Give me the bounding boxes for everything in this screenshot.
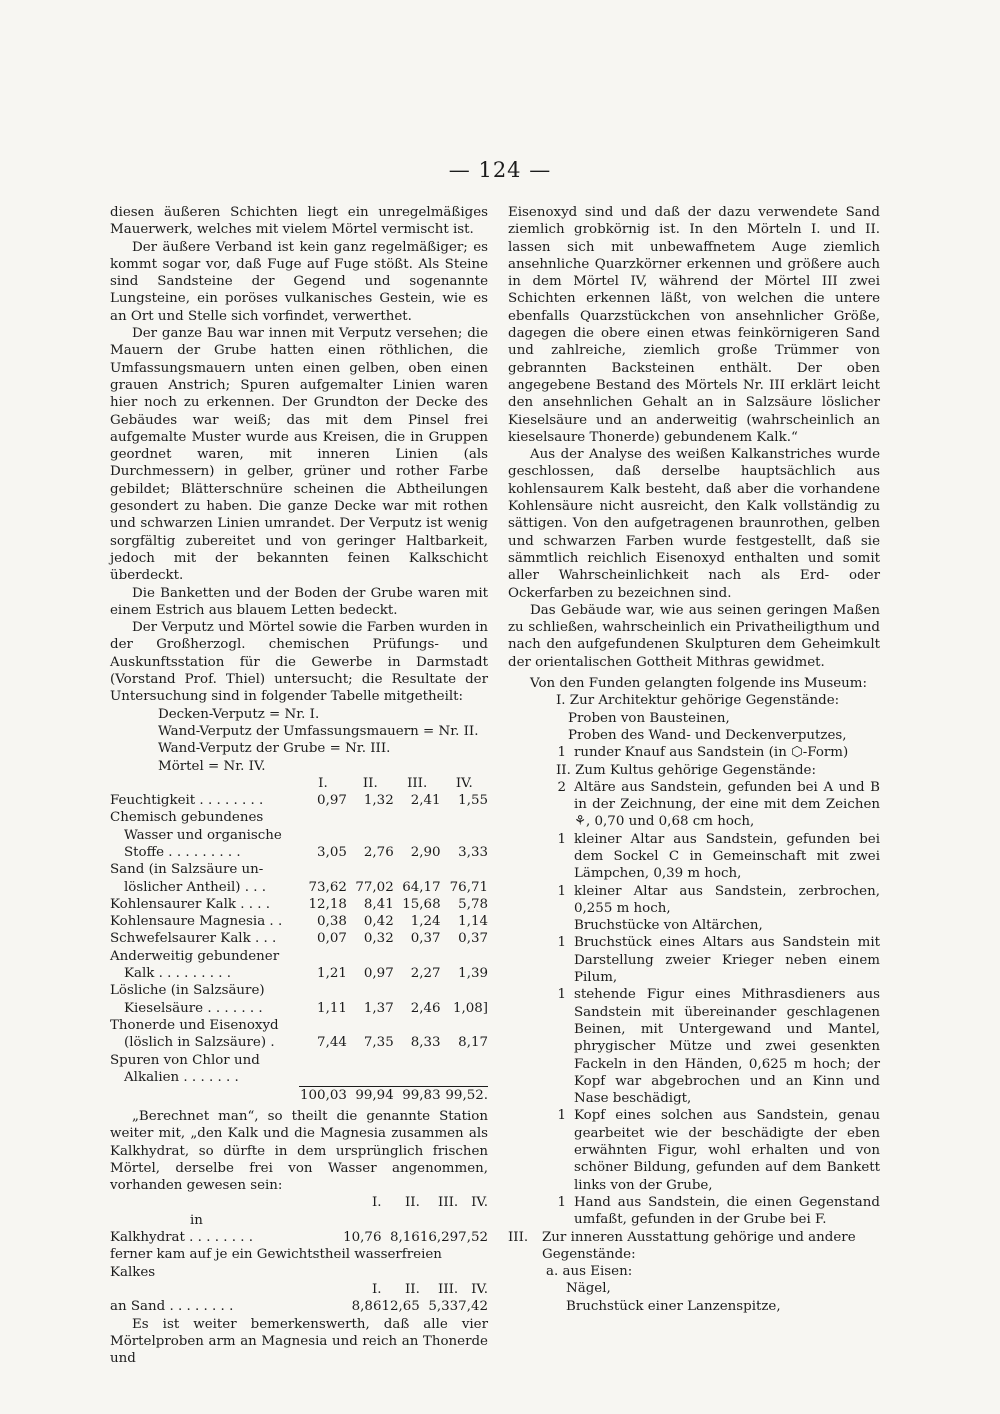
analysis-row-label: Spuren von Chlor und — [110, 1052, 260, 1068]
calc-cell: 12,65 — [381, 1299, 420, 1315]
analysis-table-row — [110, 792, 488, 809]
calc-row-sand — [110, 1298, 488, 1315]
calc-table — [110, 1194, 488, 1315]
analysis-cell — [441, 1069, 488, 1086]
analysis-cell — [394, 861, 441, 878]
analysis-total-cell: 99,52. — [441, 1086, 488, 1104]
calc-in-label: in — [190, 1212, 203, 1228]
find-item-text: Kopf eines solchen aus Sandstein, genau gearbeitet wie der beschädigte der eben erwähnten Figur, wohl erhalten und von schöner Bildung, gefunden auf dem Bankett links von der Grube, — [574, 1108, 880, 1193]
analysis-cell — [441, 982, 488, 999]
section-1-line: Proben des Wand- und Deckenverputzes, — [568, 727, 847, 743]
calc-cell: 8,86 — [351, 1299, 382, 1315]
analysis-table-row — [110, 844, 488, 861]
find-item-count: 1 — [557, 745, 566, 761]
analysis-table-row — [110, 1052, 488, 1069]
analysis-cell: 73,62 — [308, 879, 347, 895]
analysis-cell: 7,44 — [317, 1035, 347, 1051]
analysis-cell — [441, 827, 488, 844]
calc-cell: 8,16 — [390, 1230, 420, 1246]
analysis-cell: 8,17 — [458, 1035, 488, 1051]
calc-row-label: an Sand . . . . . . . . — [110, 1299, 234, 1315]
find-item-count: 1 — [557, 1108, 566, 1124]
analysis-col-header: II. — [362, 775, 378, 791]
find-item-text: stehende Figur eines Mithrasdieners aus Sandstein mit übereinander geschlagenen Beinen, mit Untergewand und Mantel, phrygischer Mütze und zwei gesenkten Fackeln in den Händen, 0,625 m hoch; der Kopf war abgebrochen und an Kinn und Nase beschädigt, — [574, 987, 880, 1107]
analysis-col-header: I. — [318, 775, 328, 791]
analysis-table-row — [110, 965, 488, 982]
analysis-cell: 1,08] — [452, 1000, 488, 1016]
find-item-count: 1 — [557, 1194, 566, 1210]
analysis-cell — [441, 1052, 488, 1069]
analysis-total-cell: 99,83 — [394, 1086, 441, 1104]
analysis-table-row — [110, 1034, 488, 1051]
left-paragraph-5: Der Verputz und Mörtel sowie die Farben wurden in der Großherzogl. chemischen Prüfungs- und Auskunftsstation für die Gewerbe in Darmstadt (Vorstand Prof. Thiel) untersucht; die Resultate der Untersuchung sind in folgender Tabelle mitgetheilt: — [110, 620, 488, 705]
analysis-cell — [299, 982, 347, 999]
section-3-heading — [508, 1229, 880, 1264]
analysis-cell: 1,32 — [363, 793, 394, 809]
analysis-cell: 0,32 — [363, 931, 394, 947]
analysis-cell: 3,33 — [458, 844, 488, 860]
analysis-cell: 1,21 — [317, 966, 347, 982]
analysis-cell: 0,07 — [317, 931, 347, 947]
find-item-count: 1 — [557, 883, 566, 899]
left-paragraph-7: Es ist weiter bemerkenswerth, daß alle vier Mörtelproben arm an Magnesia und reich an Thonerde und — [110, 1316, 488, 1367]
analysis-row-label: Kohlensaure Magnesia . . — [110, 914, 283, 930]
analysis-cell: 0,37 — [458, 931, 488, 947]
left-paragraph-3: Der ganze Bau war innen mit Verputz versehen; die Mauern der Grube hatten einen röthlichen, die Umfassungsmauern unten einen gelben, oben einen grauen Anstrich; Spuren aufgemalter Linien waren hier noch zu erkennen. Der Grundton der Decke des Gebäudes war weiß; das mit dem Pinsel frei aufgemalte Muster wurde aus Kreisen, die in Gruppen geordnet waren, mit inneren Linien (als Durchmessern) in gelber, grüner und rother Farbe gebildet; Blätterschnüre scheinen die Abtheilungen gesondert zu haben. Die ganze Decke war mit rothen und schwarzen Linien umrandet. Der Verputz ist wenig sorgfältig zubereitet und von geringer Haltbarkeit, jedoch mit der bekannten feinen Kalkschicht überdeckt. — [110, 326, 488, 584]
analysis-cell — [394, 827, 441, 844]
find-item — [508, 986, 880, 1107]
left-paragraph-4: Die Banketten und der Boden der Grube waren mit einem Estrich aus blauem Letten bedeckt. — [110, 585, 488, 618]
analysis-table-row — [110, 809, 488, 826]
find-item — [508, 779, 880, 831]
analysis-cell — [299, 1069, 347, 1086]
left-column — [110, 204, 488, 1367]
left-paragraph-2: Der äußere Verband ist kein ganz regelmäßiger; es kommt sogar vor, daß Fuge auf Fuge stößt. Als Steine sind Sandsteine der Gegend und sogenannte Lungsteine, ein poröses vulkanisches Gestein, wie es an Ort und Stelle sich vorfindet, verwerthet. — [110, 239, 488, 324]
analysis-cell: 5,78 — [458, 896, 488, 912]
analysis-cell — [299, 948, 347, 965]
analysis-row-label: Kieselsäure . . . . . . . — [124, 1000, 263, 1016]
analysis-cell — [441, 809, 488, 826]
analysis-row-label: Schwefelsaurer Kalk . . . — [110, 931, 277, 947]
find-item-text: kleiner Altar aus Sandstein, gefunden bei dem Sockel C in Gemeinschaft mit zwei Lämpchen, 0,39 m hoch, — [574, 831, 880, 882]
analysis-row-label: Kalk . . . . . . . . . — [124, 966, 232, 982]
analysis-cell — [441, 948, 488, 965]
analysis-cell: 7,35 — [363, 1035, 394, 1051]
calc-col-header: IV. — [471, 1281, 488, 1297]
analysis-table-row — [110, 827, 488, 844]
analysis-cell: 8,41 — [363, 896, 394, 912]
section-1-title: I. Zur Architektur gehörige Gegenstände: — [556, 693, 840, 709]
calc-col-header: III. — [438, 1281, 459, 1297]
find-item — [508, 917, 880, 934]
right-paragraph-4: Von den Funden gelangten folgende ins Museum: — [530, 676, 867, 692]
find-item-text: Altäre aus Sandstein, gefunden bei A und B in der Zeichnung, der eine mit dem Zeichen ⚘, 0,70 und 0,68 cm hoch, — [574, 779, 880, 830]
analysis-row-label: Feuchtigkeit . . . . . . . . — [110, 793, 264, 809]
analysis-cell — [347, 1052, 394, 1069]
section-1-line: Proben von Bausteinen, — [568, 710, 730, 726]
analysis-cell: 0,97 — [363, 966, 394, 982]
calc-col-header: I. — [371, 1195, 382, 1211]
analysis-row-label: Thonerde und Eisenoxyd — [110, 1017, 279, 1033]
section-3-sub: a. aus Eisen: — [546, 1264, 633, 1280]
analysis-table-row — [110, 982, 488, 999]
analysis-cell: 2,90 — [410, 844, 441, 860]
calc-mid-text: ferner kam auf je ein Gewichtstheil wasserfreien Kalkes — [110, 1247, 442, 1280]
analysis-cell: 0,37 — [410, 931, 441, 947]
analysis-cell — [394, 809, 441, 826]
analysis-cell — [347, 861, 394, 878]
analysis-row-label: (löslich in Salzsäure) . — [124, 1035, 275, 1051]
analysis-cell — [441, 1017, 488, 1034]
sample-legend-1: Decken-Verputz = Nr. I. — [158, 706, 320, 722]
analysis-cell — [347, 827, 394, 844]
calc-col-header: IV. — [471, 1195, 488, 1211]
analysis-cell — [299, 827, 347, 844]
analysis-table-header — [110, 775, 488, 792]
analysis-table — [110, 775, 488, 1104]
find-item — [508, 744, 880, 761]
analysis-table-row — [110, 1017, 488, 1034]
calc-table-header — [110, 1194, 488, 1211]
analysis-cell: 64,17 — [402, 879, 441, 895]
analysis-cell — [299, 1017, 347, 1034]
find-item-count: 1 — [557, 831, 566, 847]
find-item — [508, 1107, 880, 1193]
analysis-cell — [394, 1052, 441, 1069]
find-item — [508, 883, 880, 918]
analysis-cell — [394, 1017, 441, 1034]
analysis-col-header: III. — [407, 775, 428, 791]
analysis-row-label: Lösliche (in Salzsäure) — [110, 983, 265, 999]
calc-row-kalkhydrat — [110, 1229, 488, 1246]
find-item-text: Bruchstück eines Altars aus Sandstein mit Darstellung zweier Krieger neben einem Pilum, — [574, 935, 880, 986]
analysis-cell — [394, 1069, 441, 1086]
calc-cell: 5,33 — [428, 1299, 459, 1315]
analysis-cell: 2,27 — [410, 966, 441, 982]
find-item-text: runder Knauf aus Sandstein (in ⬡-Form) — [574, 745, 849, 761]
analysis-table-row — [110, 948, 488, 965]
analysis-cell — [299, 861, 347, 878]
analysis-cell: 2,41 — [410, 793, 441, 809]
section-3-line: Nägel, — [566, 1281, 611, 1297]
find-item — [508, 831, 880, 883]
analysis-cell: 76,71 — [449, 879, 488, 895]
analysis-total-cell: 100,03 — [300, 1087, 347, 1103]
find-item-count: 1 — [557, 935, 566, 951]
calc-cell: 7,52 — [458, 1230, 488, 1246]
find-item-count — [508, 917, 574, 934]
find-item-count: 1 — [557, 987, 566, 1003]
calc-col-header: II. — [404, 1195, 420, 1211]
analysis-cell — [441, 861, 488, 878]
sample-legend-3: Wand-Verputz der Grube = Nr. III. — [158, 741, 391, 757]
find-item-text: kleiner Altar aus Sandstein, zerbrochen, 0,255 m hoch, — [574, 883, 880, 916]
analysis-table-row — [110, 1069, 488, 1086]
analysis-cell — [394, 982, 441, 999]
analysis-table-row — [110, 896, 488, 913]
right-paragraph-2: Aus der Analyse des weißen Kalkanstriches wurde geschlossen, daß derselbe hauptsächlich aus kohlensaurem Kalk besteht, daß aber die vorhandene Kohlensäure nicht ausreicht, den Kalk vollständig zu sättigen. Von den aufgetragenen braunrothen, gelben und schwarzen Farben wurde festgestellt, daß sie sämmtlich reichlich Eisenoxyd enthalten und somit aller Wahrscheinlichkeit nach als Erd- oder Ockerfarben zu bezeichnen sind. — [508, 447, 880, 601]
section-3-number: III. — [508, 1229, 529, 1245]
right-column — [508, 204, 880, 1315]
analysis-cell: 0,38 — [317, 914, 347, 930]
analysis-cell: 0,97 — [317, 793, 347, 809]
sample-legend-2: Wand-Verputz der Umfassungsmauern = Nr. II. — [158, 723, 479, 739]
analysis-cell — [347, 1069, 394, 1086]
analysis-cell: 2,46 — [410, 1000, 441, 1016]
analysis-total-cell: 99,94 — [347, 1086, 394, 1104]
find-item — [508, 934, 880, 986]
analysis-cell — [394, 948, 441, 965]
calc-cell: 16,29 — [419, 1230, 459, 1246]
calc-cell: 10,76 — [343, 1230, 382, 1246]
analysis-cell: 1,24 — [410, 914, 441, 930]
analysis-row-label: Sand (in Salzsäure un- — [110, 862, 264, 878]
analysis-cell — [347, 1017, 394, 1034]
analysis-cell: 0,42 — [363, 914, 394, 930]
section-3-line: Bruchstück einer Lanzenspitze, — [566, 1298, 781, 1314]
analysis-cell: 77,02 — [355, 879, 394, 895]
analysis-cell: 3,05 — [317, 844, 347, 860]
section-2-list — [508, 779, 880, 1229]
analysis-row-label: Kohlensaurer Kalk . . . . — [110, 896, 271, 912]
analysis-cell — [299, 1052, 347, 1069]
analysis-cell — [347, 982, 394, 999]
find-item-count: 2 — [557, 779, 566, 795]
find-item — [508, 1194, 880, 1229]
calc-row-label: Kalkhydrat . . . . . . . . — [110, 1230, 254, 1246]
right-paragraph-3: Das Gebäude war, wie aus seinen geringen Maßen zu schließen, wahrscheinlich ein Privatheiligthum und nach den aufgefundenen Skulpturen dem Geheimkult der orientalischen Gottheit Mithras gewidmet. — [508, 602, 880, 670]
analysis-row-label: Anderweitig gebundener — [110, 948, 280, 964]
analysis-row-label: löslicher Antheil) . . . — [124, 879, 267, 895]
analysis-cell: 1,55 — [458, 793, 488, 809]
analysis-table-row — [110, 879, 488, 896]
analysis-table-row — [110, 913, 488, 930]
analysis-row-label: Chemisch gebundenes — [110, 810, 264, 826]
section-3-title: Zur inneren Ausstattung gehörige und andere Gegenstände: — [542, 1229, 856, 1262]
analysis-cell: 8,33 — [410, 1035, 441, 1051]
analysis-cell: 1,14 — [458, 914, 488, 930]
analysis-col-header: IV. — [455, 775, 473, 791]
analysis-row-label: Stoffe . . . . . . . . . — [124, 844, 241, 860]
sample-legend-4: Mörtel = Nr. IV. — [158, 758, 266, 774]
section-2-title: II. Zum Kultus gehörige Gegenstände: — [556, 762, 816, 778]
calc-col-header: I. — [371, 1281, 382, 1297]
page-number: — 124 — — [448, 158, 552, 182]
analysis-table-row — [110, 1000, 488, 1017]
find-item-text: Hand aus Sandstein, die einen Gegenstand umfaßt, gefunden in der Grube bei F. — [574, 1194, 880, 1228]
analysis-row-label: Wasser und organische — [124, 827, 282, 843]
left-paragraph-1: diesen äußeren Schichten liegt ein unregelmäßiges Mauerwerk, welches mit vielem Mörtel vermischt ist. — [110, 205, 488, 238]
analysis-table-row — [110, 861, 488, 878]
analysis-cell — [347, 948, 394, 965]
calc-cell: 7,42 — [458, 1299, 488, 1315]
analysis-cell: 2,76 — [363, 844, 394, 860]
analysis-total-row — [110, 1086, 488, 1104]
analysis-cell: 1,37 — [363, 1000, 394, 1016]
calc-col-header: III. — [438, 1195, 459, 1211]
analysis-cell: 1,39 — [458, 966, 488, 982]
right-paragraph-1: Eisenoxyd sind und daß der dazu verwendete Sand ziemlich grobkörnig ist. In den Mörteln I. und II. lassen sich mit unbewaffnetem Auge ziemlich ansehnliche Quarzkörner erkennen und größere auch in dem Mörtel IV, während der Mörtel III zwei Schichten erkennen läßt, von welchen die untere ebenfalls Quarzstückchen von ansehnlicher Größe, dagegen die obere einen etwas feinkörnigeren Sand und zahlreiche, ziemlich große Trümmer von gebrannten Backsteinen enthält. Der oben angegebene Bestand des Mörtels Nr. III erklärt leicht den ansehnlichen Gehalt an in Salzsäure löslicher Kieselsäure und an anderweitig (wahrscheinlich an kieselsaure Thonerde) gebundenem Kalk.“ — [508, 205, 880, 445]
analysis-cell: 15,68 — [402, 896, 441, 912]
left-paragraph-6: „Berechnet man“, so theilt die genannte Station weiter mit, „den Kalk und die Magnesia zusammen als Kalkhydrat, so dürfte in dem ursprünglich frischen Mörtel, derselbe frei von Wasser angenommen, vorhanden gewesen sein: — [110, 1108, 488, 1194]
find-item-text: Bruchstücke von Altärchen, — [574, 918, 763, 934]
analysis-cell — [299, 809, 347, 826]
analysis-cell: 12,18 — [308, 896, 347, 912]
analysis-cell — [347, 809, 394, 826]
calc-col-header: II. — [404, 1281, 420, 1297]
analysis-row-label: Alkalien . . . . . . . — [124, 1069, 239, 1085]
analysis-table-row — [110, 930, 488, 947]
analysis-cell: 1,11 — [317, 1000, 347, 1016]
